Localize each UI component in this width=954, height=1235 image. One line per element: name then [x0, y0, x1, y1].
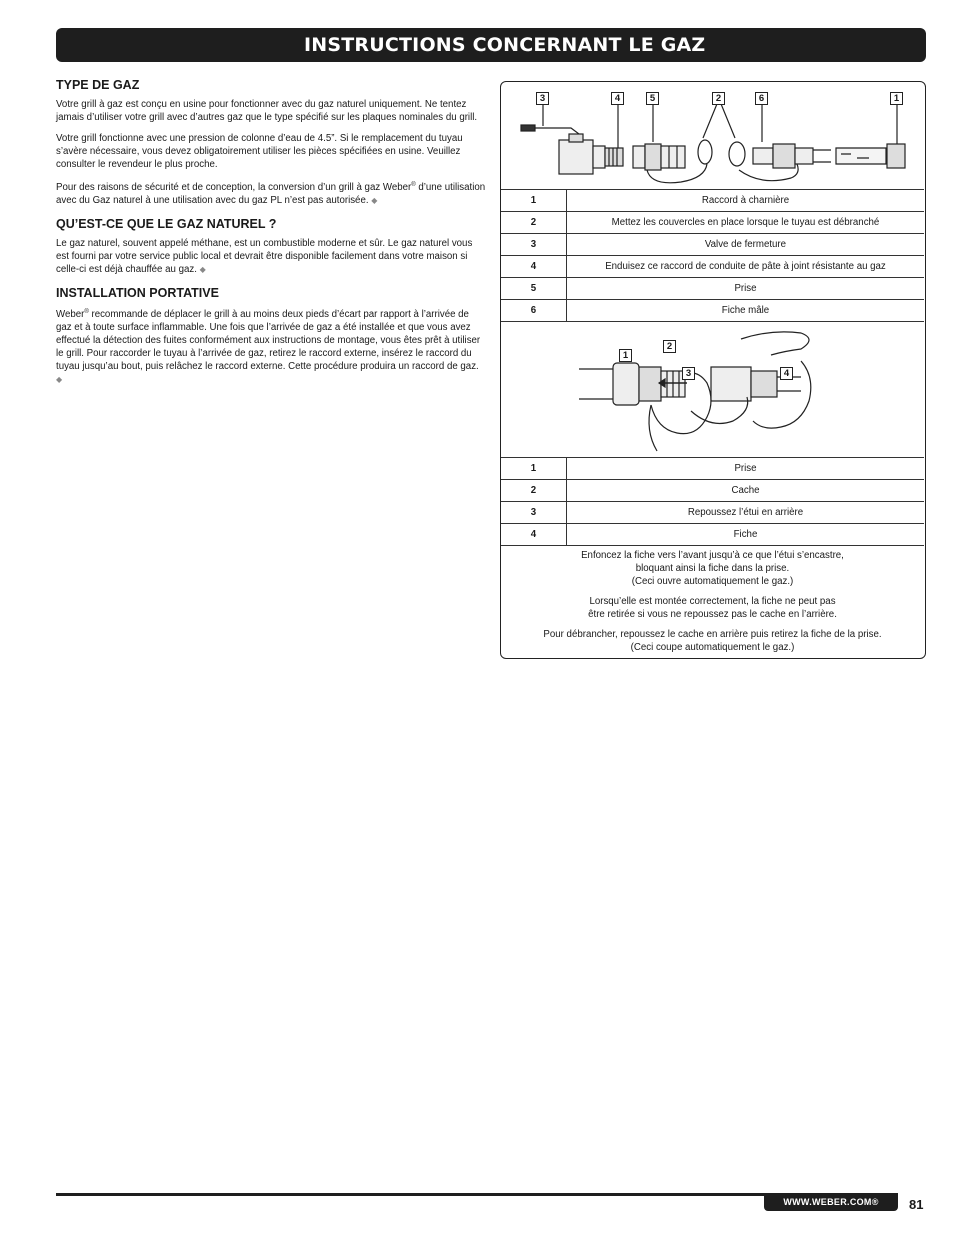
connection-notes [501, 546, 924, 659]
heading-type-gaz: TYPE DE GAZ [56, 78, 140, 92]
title-bar [56, 28, 926, 62]
note-2: Lorsqu’elle est montée correctement, la fiche ne peut pas être retirée si vous ne repoussez pas le cache en l’arrière. [588, 596, 837, 620]
footer-url[interactable]: WWW.WEBER.COM® [764, 1193, 898, 1211]
page-title: INSTRUCTIONS CONCERNANT LE GAZ [304, 34, 706, 56]
hand-connector-drawing [501, 321, 924, 457]
table-row: 2 Mettez les couvercles en place lorsque le tuyau est débranché [501, 212, 924, 234]
table-row: 1 Raccord à charnière [501, 190, 924, 212]
section-installation [56, 286, 486, 386]
paragraph: Pour des raisons de sécurité et de conception, la conversion d’un grill à gaz Weber® d’une utilisation avec du Gaz naturel à une utilisation avec du gaz PL n’est pas autorisée. ◆ [56, 182, 486, 207]
callout-3: 3 [682, 367, 695, 380]
left-column [56, 78, 486, 396]
callout-3: 3 [536, 92, 549, 105]
note-3: Pour débrancher, repoussez le cache en arrière puis retirez la fiche de la prise. (Ceci coupe automatiquement le gaz.) [543, 629, 882, 653]
table-row: 4 Enduisez ce raccord de conduite de pâte à joint résistante au gaz [501, 256, 924, 278]
paragraph: Votre grill fonctionne avec une pression de colonne d’eau de 4.5”. Si le remplacement du tuyau s’avère nécessaire, vous devez obligatoirement utiliser les pièces spécifiées en usine. Veuillez consulter le revendeur le plus proche. [56, 133, 463, 170]
paragraph: Votre grill à gaz est conçu en usine pour fonctionner avec du gaz naturel uniquement. Ne tentez jamais d’utiliser votre grill avec d’autres gaz que le type spécifié sur les plaques nominales du grill. [56, 99, 478, 123]
figure-panel [500, 81, 926, 659]
callout-2: 2 [712, 92, 725, 105]
end-mark-icon: ◆ [371, 196, 378, 206]
hose-parts-illustration [501, 82, 924, 190]
page-number: 81 [909, 1197, 924, 1212]
callout-1: 1 [890, 92, 903, 105]
callout-4: 4 [780, 367, 793, 380]
note-1: Enfoncez la fiche vers l’avant jusqu’à ce que l’étui s’encastre, bloquant ainsi la fiche dans la prise. (Ceci ouvre automatiquement le gaz.) [581, 550, 844, 587]
table-row: 3 Valve de fermeture [501, 234, 924, 256]
table-row: 4 Fiche [501, 524, 924, 546]
section-gaz-naturel [56, 217, 486, 276]
end-mark-icon: ◆ [56, 375, 63, 385]
table-row: 1 Prise [501, 458, 924, 480]
callout-4: 4 [611, 92, 624, 105]
heading-installation: INSTALLATION PORTATIVE [56, 286, 219, 301]
paragraph: Le gaz naturel, souvent appelé méthane, est un combustible moderne et sûr. Le gaz naturel vous est fourni par votre service public local et devrait être disponible facilement dans votre maison si celle-ci est déjà chauffée au gaz. ◆ [56, 238, 473, 276]
callout-1: 1 [619, 349, 632, 362]
table-row: 6 Fiche mâle [501, 300, 924, 322]
parts-table-2 [501, 457, 924, 546]
callout-5: 5 [646, 92, 659, 105]
quick-connect-illustration [501, 321, 924, 457]
table-row: 5 Prise [501, 278, 924, 300]
paragraph: Weber® recommande de déplacer le grill à au moins deux pieds d’écart par rapport à l’arrivée de gaz et à toute surface inflammable. Une fois que l’arrivée de gaz a été installée et que vous avez effectué la détection des fuites conformément aux instructions de montage, vous êtes prêt à utiliser le grill. Pour raccorder le tuyau à l’arrivée de gaz, retirez le raccord externe, insérez le raccord du tuyau jusqu’au bout, puis relâchez le raccord externe. Cette procédure produira un raccord de gaz. ◆ [56, 309, 481, 385]
section-type-gaz [56, 78, 486, 207]
parts-table-1 [501, 189, 924, 322]
table-row: 2 Cache [501, 480, 924, 502]
callout-2: 2 [663, 340, 676, 353]
callout-6: 6 [755, 92, 768, 105]
end-mark-icon: ◆ [199, 265, 206, 275]
table-row: 3 Repoussez l’étui en arrière [501, 502, 924, 524]
heading-gaz-naturel: QU’EST-CE QUE LE GAZ NATUREL ? [56, 217, 277, 232]
